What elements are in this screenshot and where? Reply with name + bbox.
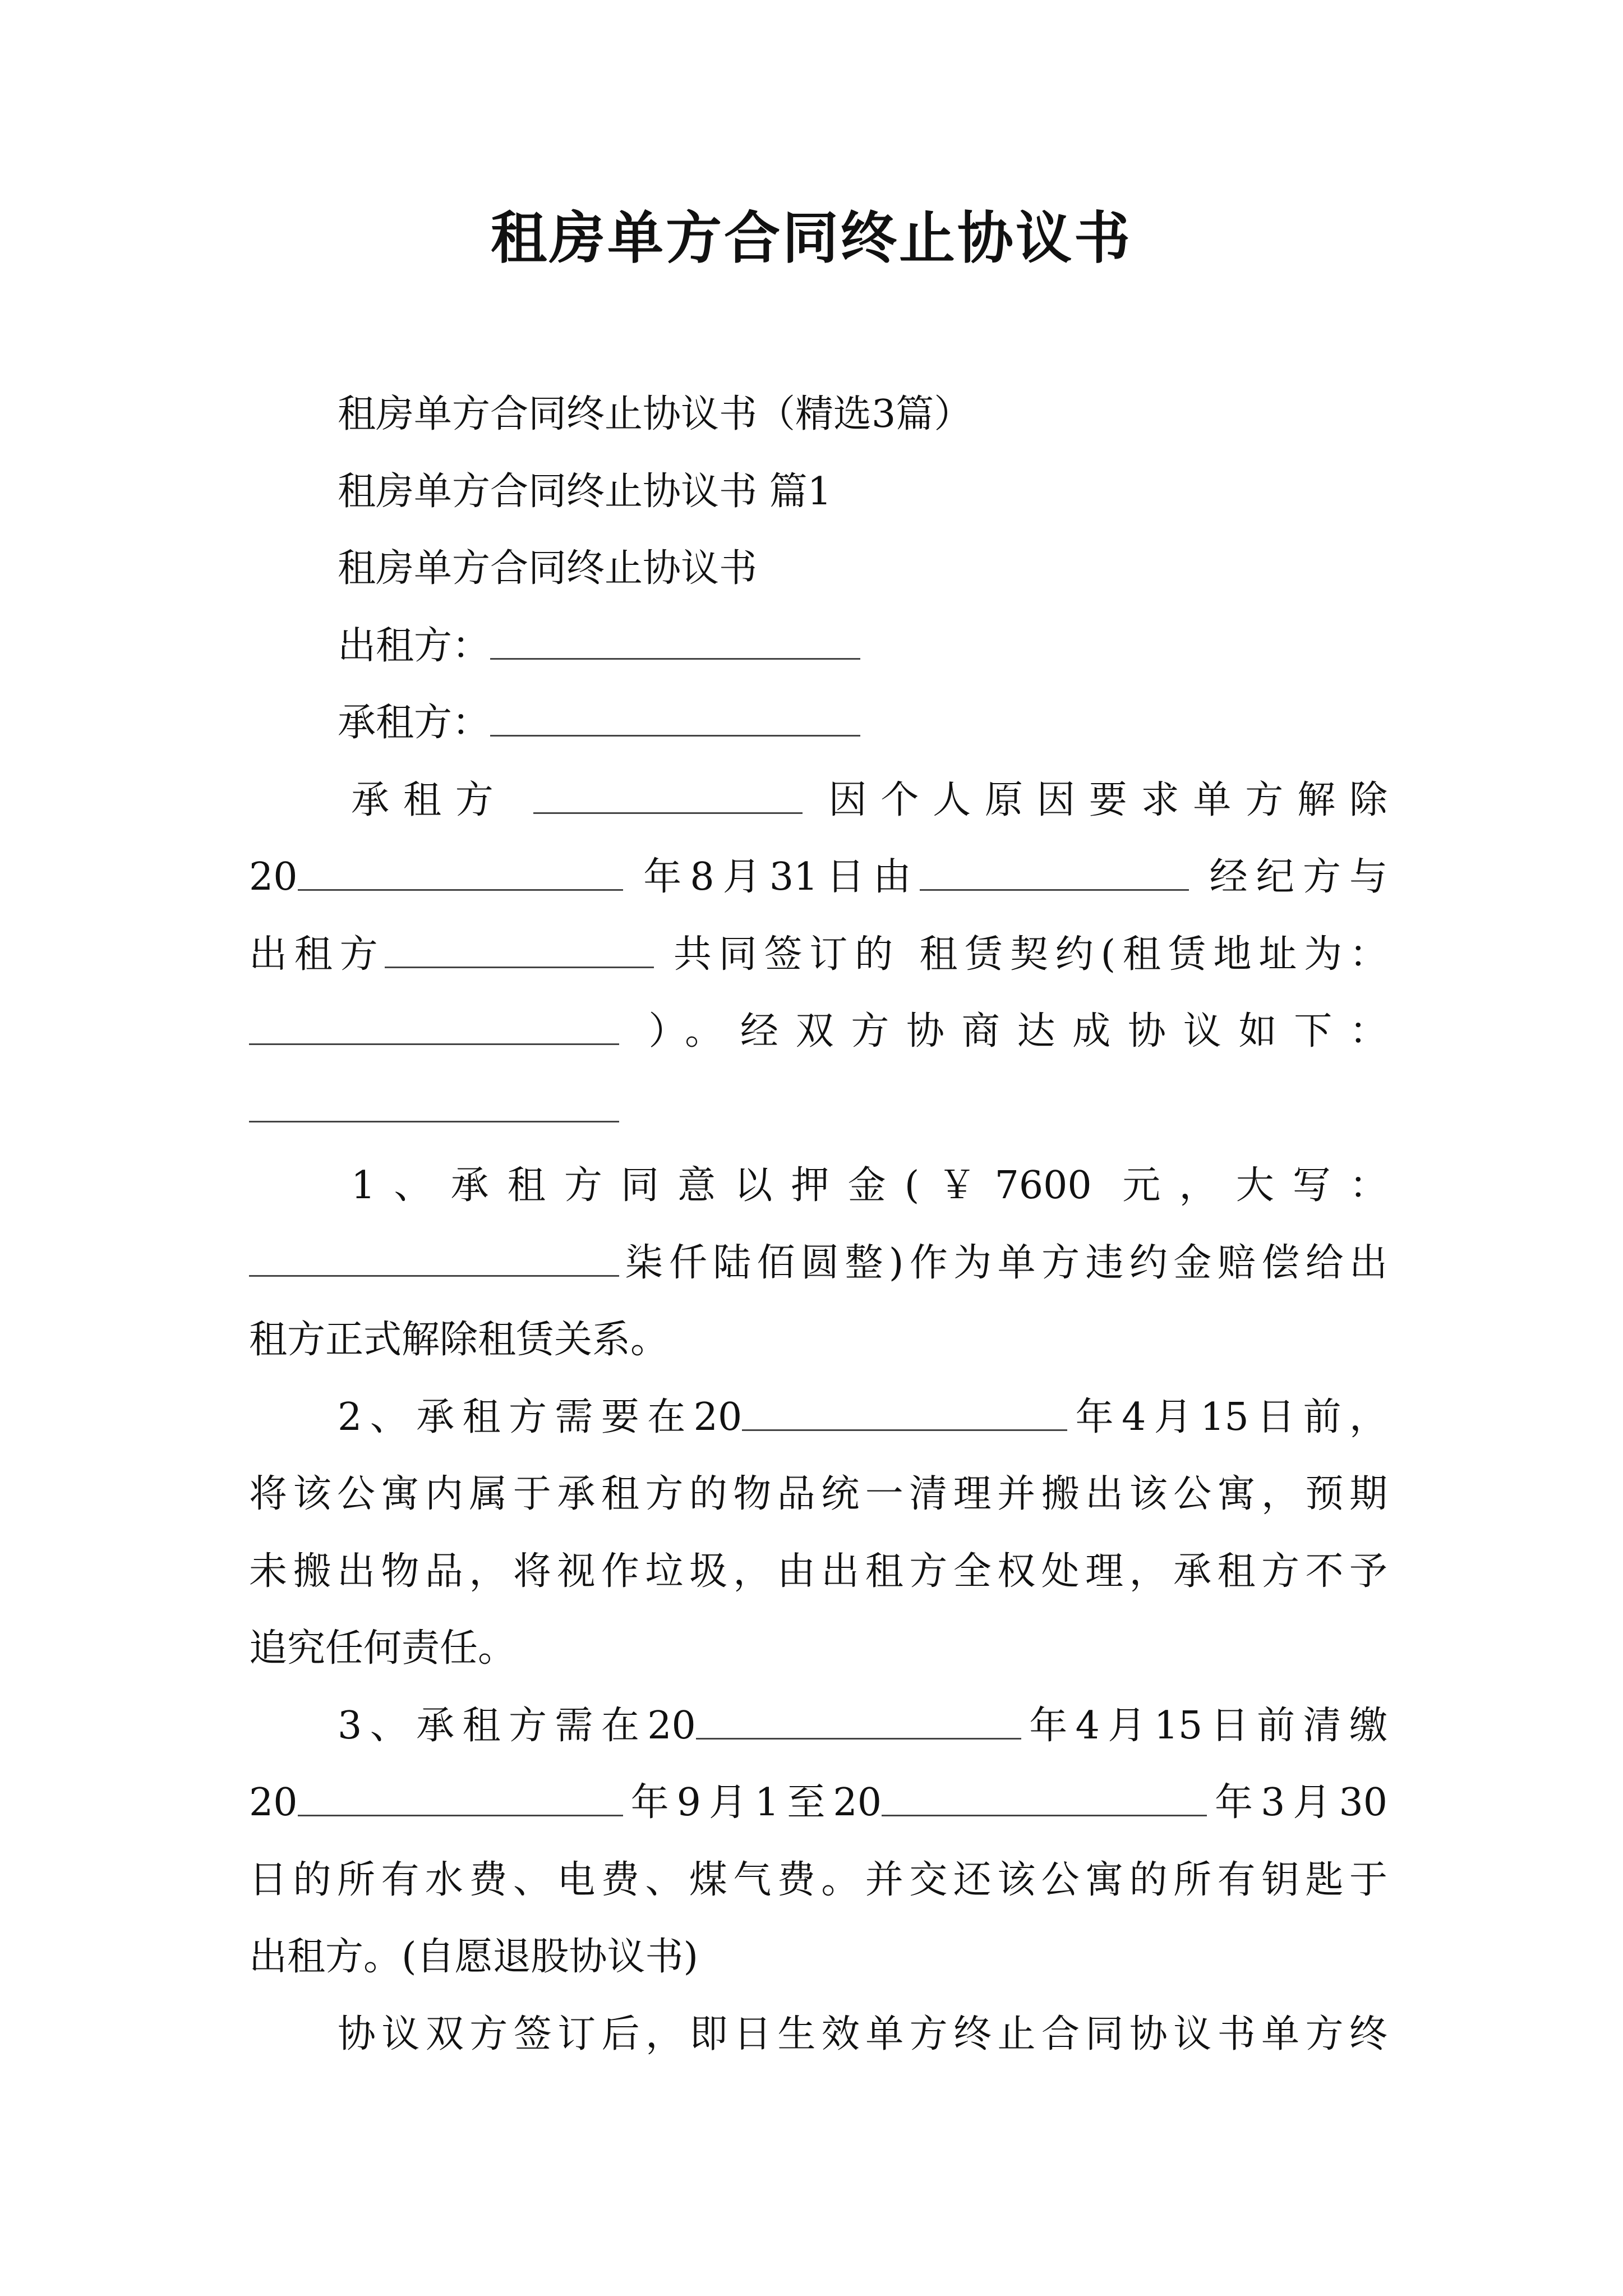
text-line (249, 762, 1387, 839)
text-line (249, 1610, 1387, 1687)
text: 3、承租方需在20 (338, 1703, 696, 1748)
text-line (249, 839, 1387, 916)
text: 1、承租方同意以押金(￥7600 元，大写： (351, 1163, 1387, 1208)
text: 2、承租方需要在20 (338, 1395, 743, 1439)
text-line (249, 1379, 1387, 1456)
text: 协议双方签订后，即日生效单方终止合同协议书单方终 (338, 2012, 1387, 2056)
blank-line (249, 1070, 1387, 1148)
text: 租房单方合同终止协议书 篇1 (338, 469, 832, 514)
text-line (249, 530, 1387, 608)
text: ）。经双方协商达成协议如下： (648, 1009, 1387, 1053)
text: 经纪方与 (1209, 855, 1387, 899)
document-body (249, 376, 1387, 2073)
text: 将该公寓内属于承租方的物品统一清理并搬出该公寓，预期 (249, 1472, 1387, 1516)
blank-field (298, 855, 623, 891)
lessor-label: 出租方： (338, 623, 491, 668)
text-line (249, 376, 1387, 453)
text-line (249, 1456, 1387, 1533)
text: 年9月1至20 (623, 1780, 882, 1825)
blank-field (533, 779, 803, 814)
text: 租房单方合同终止协议书 (338, 546, 758, 591)
text: 年8月31日由 (643, 855, 920, 899)
text: 追究任何责任。 (249, 1626, 517, 1671)
text-line (249, 1687, 1387, 1765)
lessee-line (249, 684, 1387, 762)
blank-field (490, 701, 860, 737)
blank-field (249, 1010, 619, 1045)
text: 出租方 (249, 932, 385, 977)
text: 日的所有水费、电费、煤气费。并交还该公寓的所有钥匙于 (249, 1857, 1387, 1902)
blank-field (920, 855, 1189, 891)
text: 20 (249, 855, 298, 899)
blank-field (696, 1704, 1021, 1740)
text: 因个人原因要求单方解除 (828, 777, 1387, 822)
blank-field (249, 1087, 619, 1122)
text: 20 (249, 1780, 298, 1825)
text-line (249, 1301, 1387, 1379)
blank-field (385, 933, 654, 968)
text: 出租方。(自愿退股协议书) (249, 1935, 699, 1979)
blank-field (298, 1781, 623, 1816)
blank-field (249, 1241, 619, 1277)
text-line (249, 1225, 1387, 1302)
text-line (249, 1764, 1387, 1842)
text: 年3月30 (1206, 1780, 1387, 1825)
text: 承租方 (351, 777, 508, 822)
blank-field (490, 624, 860, 660)
text-line (249, 1918, 1387, 1996)
document-title: 租房单方合同终止协议书 (491, 205, 1132, 271)
text-line (249, 916, 1387, 993)
text: 共同签订的 租赁契约(租赁地址为： (673, 932, 1387, 977)
lessor-line (249, 608, 1387, 685)
text-line (249, 1533, 1387, 1611)
text-line (249, 993, 1387, 1070)
text: 租方正式解除租赁关系。 (249, 1318, 669, 1362)
blank-field (742, 1396, 1067, 1431)
text: 柒仟陆佰圆整)作为单方违约金赔偿给出 (619, 1240, 1387, 1285)
blank-field (882, 1781, 1207, 1816)
text-line (249, 1147, 1387, 1225)
text-line (249, 1996, 1387, 2073)
text-line (249, 453, 1387, 531)
text: 年4月15日前清缴 (1021, 1703, 1387, 1748)
lessee-label: 承租方： (338, 701, 491, 745)
text: 年4月15日前， (1067, 1395, 1387, 1439)
text: 租房单方合同终止协议书（精选3篇） (338, 392, 972, 436)
text-line (249, 1842, 1387, 1919)
text: 未搬出物品，将视作垃圾，由出租方全权处理，承租方不予 (249, 1549, 1387, 1594)
